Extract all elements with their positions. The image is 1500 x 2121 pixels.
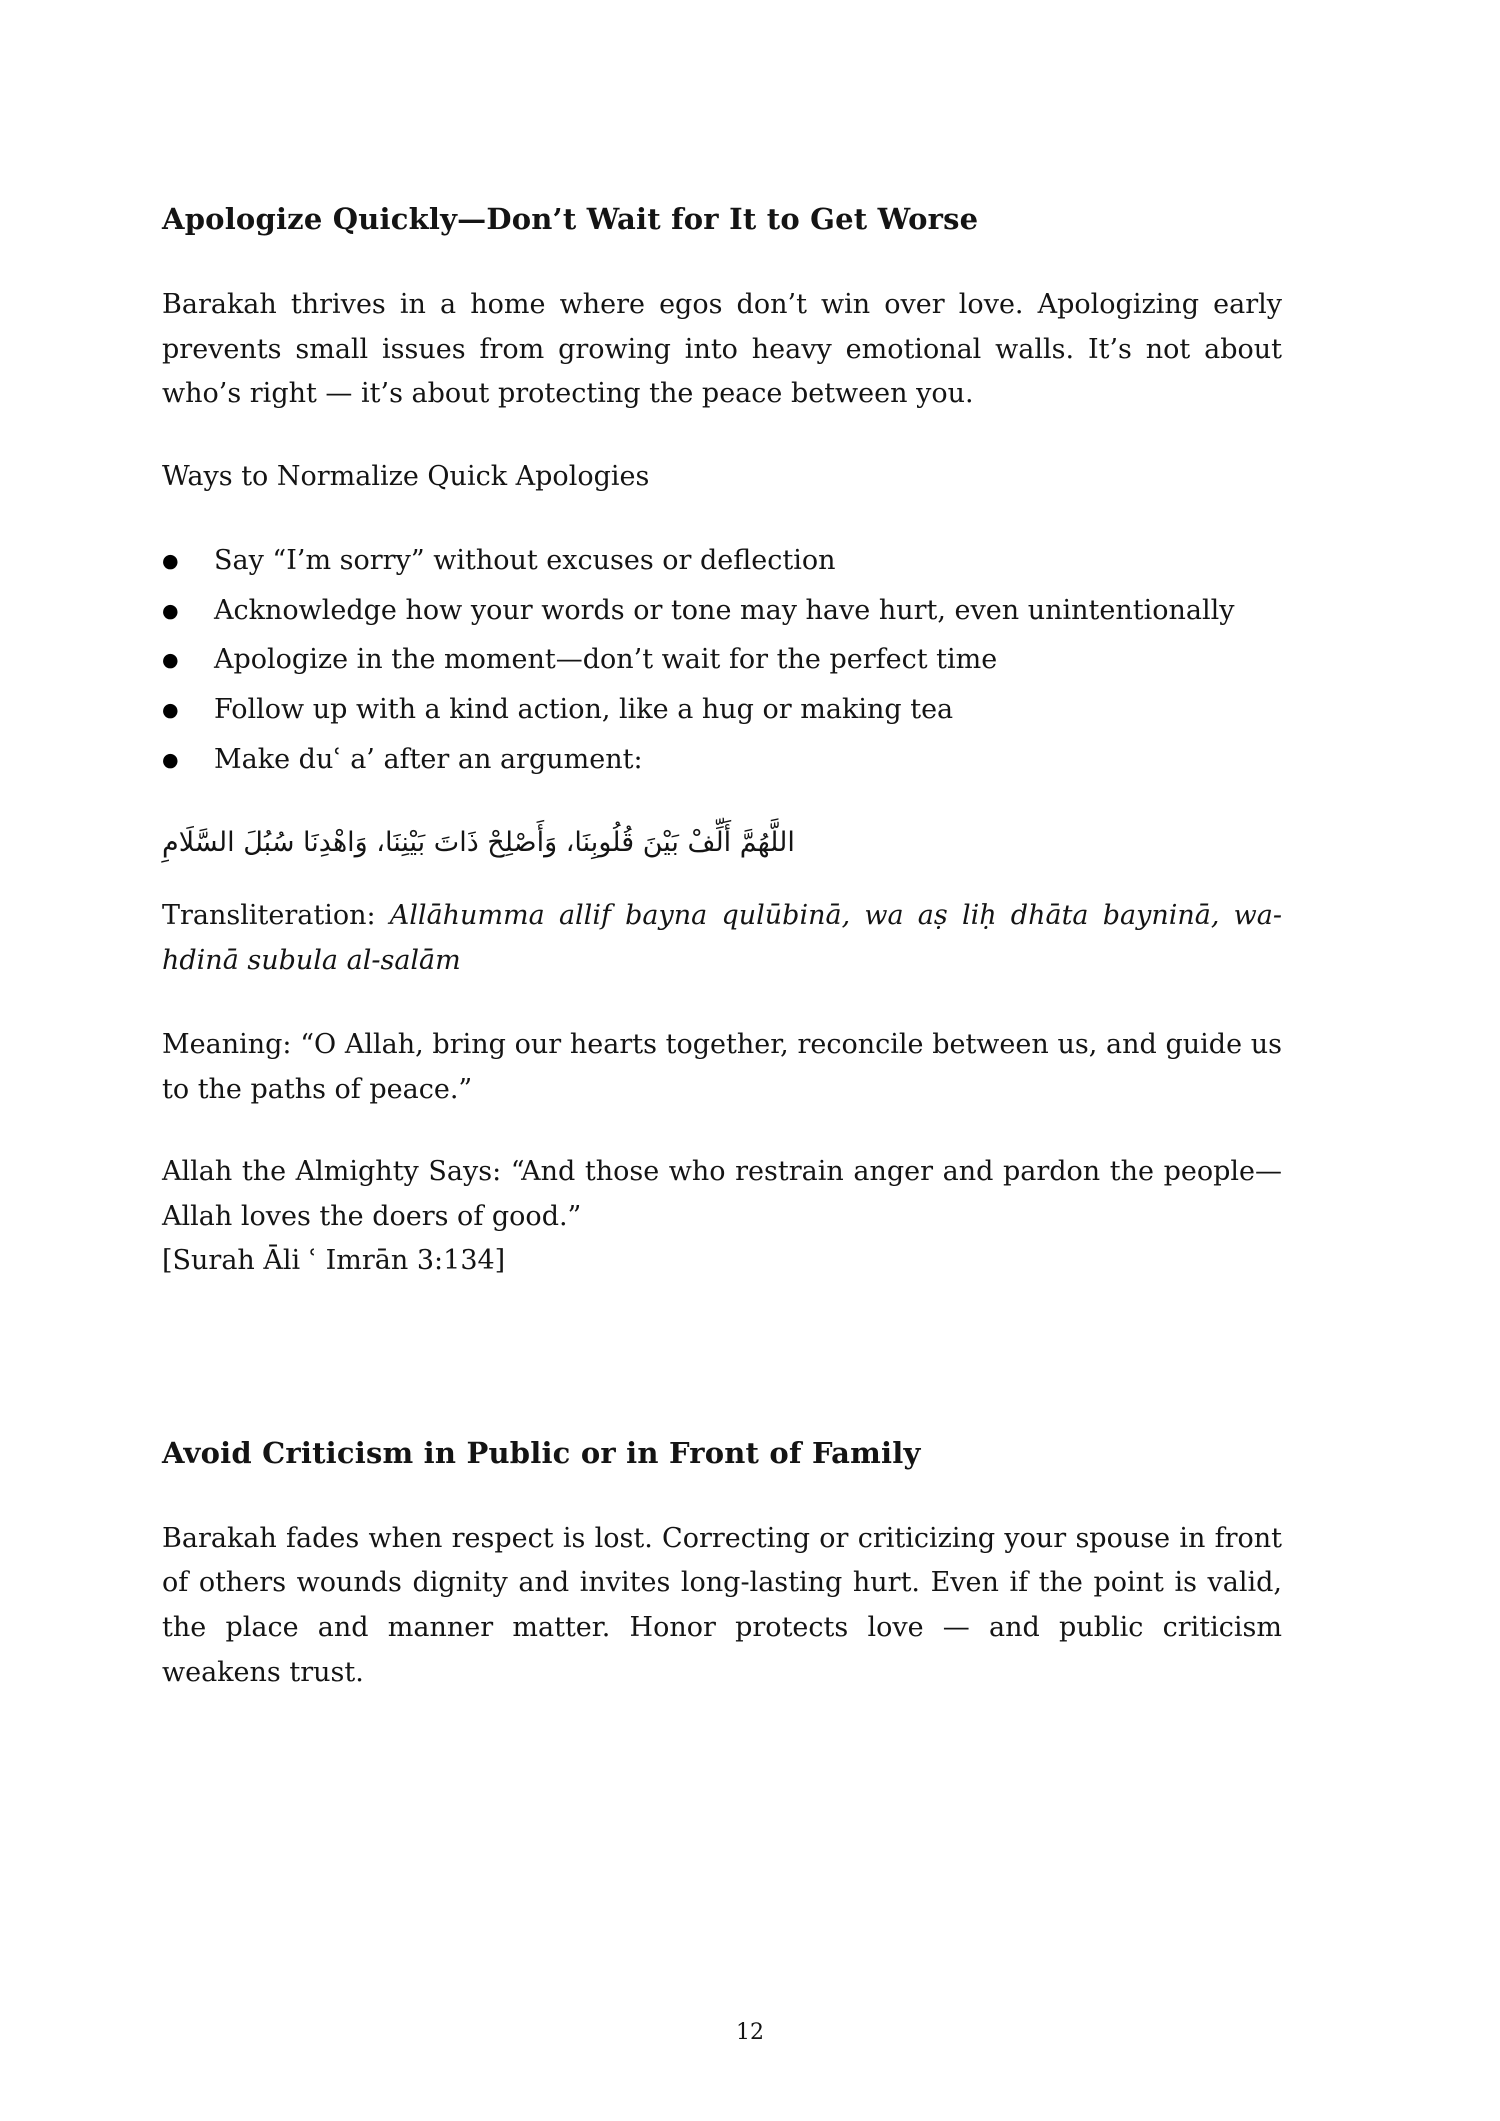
bullet-icon: ● [162,550,179,573]
list-item [162,539,1282,584]
list-item [162,688,1282,733]
list-intro-text: Ways to Normalize Quick Apologies [162,460,650,492]
quote-reference: [Surah Āli ʿ Imrān 3:134] [162,1245,506,1277]
arabic-dua-text: اللَّهُمَّ أَلِّفْ بَيْنَ قُلُوبِنَا، وَأَصْلِحْ ذَاتَ بَيْنِنَا، وَاهْدِنَا سُبُلَ السَّلَامِ [162,827,795,859]
bullet-icon: ● [162,748,179,771]
section1-paragraph: Barakah thrives in a home where egos don’t win over love. Apologizing early prevents small issues from growing into heavy emotional walls. It’s not about who’s right — it’s about protecting the peace between you. [162,289,1282,410]
quote-paragraph: Allah the Almighty Says: “And those who restrain anger and pardon the people—Allah loves the doers of good.” [162,1156,1282,1232]
list-item [162,738,1282,783]
list-item [162,589,1282,634]
transliteration-paragraph [162,894,1282,983]
list-item-text: Say “I’m sorry” without excuses or deflection [214,545,836,577]
bullet-icon: ● [162,599,179,622]
list-item-text: Follow up with a kind action, like a hug or making tea [214,693,954,725]
transliteration-text: Allāhumma allif bayna qulūbinā, wa aṣ liḥ dhāta bayninā, wa-hdinā subula al-salām [162,899,1282,976]
page-number: 12 [736,2020,764,2045]
list-item [162,638,1282,683]
transliteration-label: Transliteration: [162,899,390,931]
section2-heading: Avoid Criticism in Public or in Front of Family [162,1435,921,1470]
bullet-icon: ● [162,698,179,721]
list-item-text: Acknowledge how your words or tone may have hurt, even unintentionally [214,594,1235,626]
section1-heading: Apologize Quickly—Don’t Wait for It to Get Worse [162,202,979,236]
apologies-bullet-list [162,539,1282,782]
bullet-icon: ● [162,649,179,672]
list-item-text: Apologize in the moment—don’t wait for the perfect time [214,644,998,676]
list-item-text: Make duʿ a’ after an argument: [214,743,643,775]
quran-quote-block [162,1150,1282,1284]
meaning-paragraph: Meaning: “O Allah, bring our hearts together, reconcile between us, and guide us to the paths of peace.” [162,1029,1282,1105]
section2-paragraph: Barakah fades when respect is lost. Correcting or criticizing your spouse in front of others wounds dignity and invites long-lasting hurt. Even if the point is valid, the place and manner matter. Honor protects love — and public criticism weakens trust. [162,1522,1282,1688]
